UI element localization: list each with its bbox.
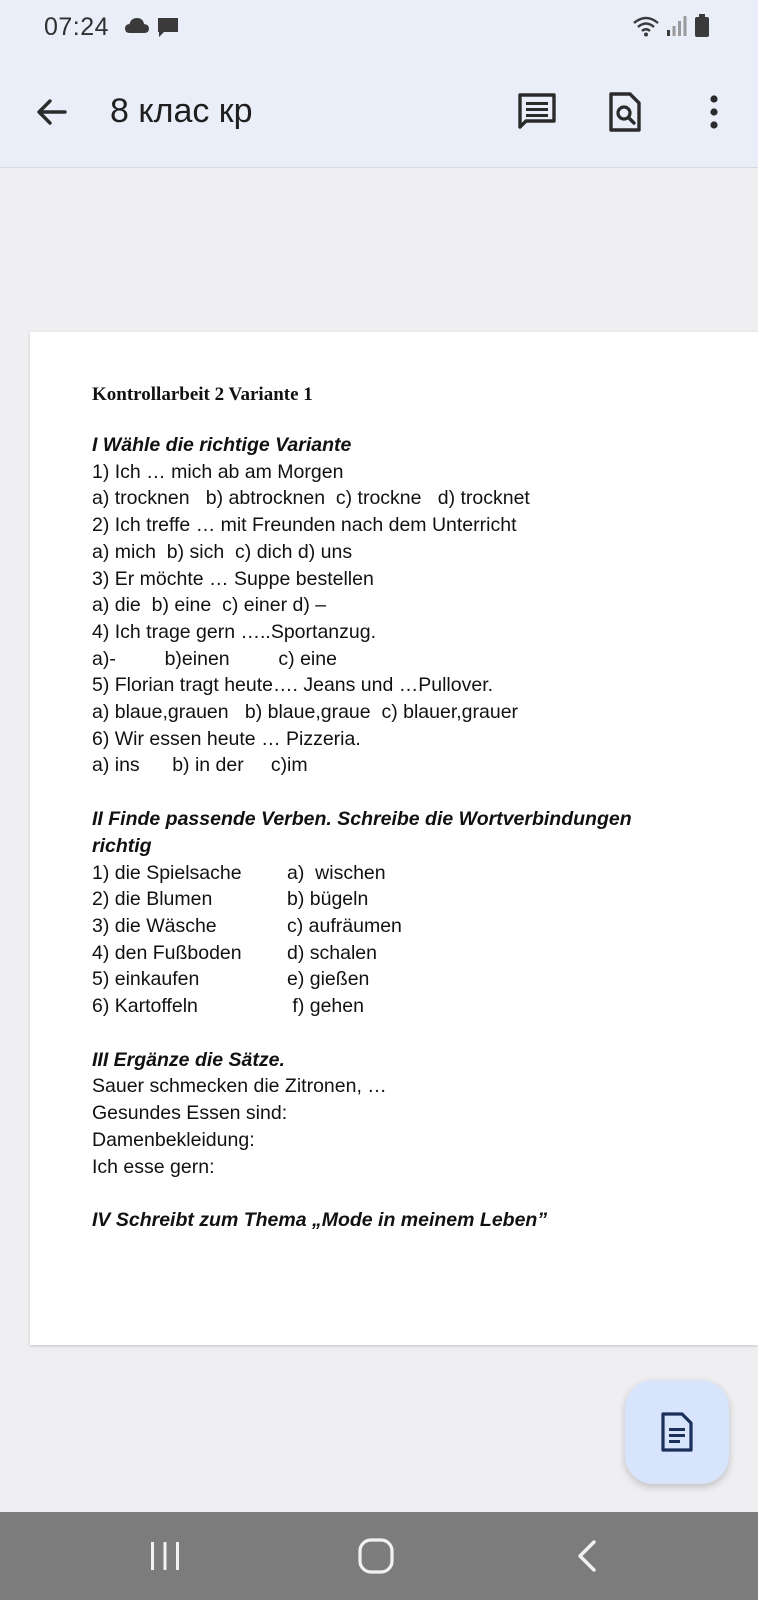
home-button[interactable] bbox=[354, 1534, 398, 1578]
status-notification-icons bbox=[124, 16, 180, 43]
document-page[interactable] bbox=[30, 332, 758, 1345]
spacer bbox=[92, 1020, 732, 1047]
section-1-heading: I Wähle die richtige Variante bbox=[92, 434, 352, 456]
back-nav-icon bbox=[566, 1534, 610, 1578]
text-line: 3) Er möchte … Suppe bestellen bbox=[92, 567, 374, 590]
status-bar bbox=[0, 0, 758, 56]
text-line: Gesundes Essen sind: bbox=[92, 1102, 288, 1125]
match-right: f) gehen bbox=[287, 995, 364, 1018]
find-in-page-icon bbox=[603, 90, 647, 134]
match-row bbox=[92, 913, 732, 940]
section-2-heading: II Finde passende Verben. Schreibe die Wortverbindungen bbox=[92, 808, 632, 831]
text-line: a) trocknen b) abtrocknen c) trockne d) trocknet bbox=[92, 487, 530, 510]
document-outline-icon bbox=[660, 1412, 694, 1452]
text-line: 6) Wir essen heute … Pizzeria. bbox=[92, 727, 361, 750]
status-time: 07:24 bbox=[44, 13, 110, 41]
document-outline-button[interactable] bbox=[625, 1380, 729, 1484]
document-title: 8 клас кр bbox=[110, 92, 253, 130]
match-left: 1) die Spielsache bbox=[92, 861, 242, 884]
match-right: a) wischen bbox=[287, 861, 386, 884]
text-line: 2) Ich treffe … mit Freunden nach dem Unterricht bbox=[92, 514, 517, 537]
system-back-button[interactable] bbox=[566, 1534, 610, 1578]
text-line: a)- b)einen c) eine bbox=[92, 647, 337, 670]
match-row bbox=[92, 886, 732, 913]
home-icon bbox=[354, 1534, 398, 1578]
match-row bbox=[92, 860, 732, 887]
comments-button[interactable] bbox=[515, 90, 559, 134]
match-right: e) gießen bbox=[287, 968, 370, 991]
text-line: Ich esse gern: bbox=[92, 1155, 215, 1178]
wifi-icon bbox=[632, 15, 660, 42]
text-line: Damenbekleidung: bbox=[92, 1128, 255, 1151]
message-icon bbox=[156, 16, 180, 43]
comments-icon bbox=[515, 90, 559, 134]
match-left: 4) den Fußboden bbox=[92, 941, 242, 964]
match-right: d) schalen bbox=[287, 941, 377, 964]
match-left: 3) die Wäsche bbox=[92, 914, 217, 937]
section-4-heading: IV Schreibt zum Thema „Mode in meinem Leben” bbox=[92, 1209, 548, 1232]
text-line: Sauer schmecken die Zitronen, … bbox=[92, 1075, 387, 1098]
match-right: b) bügeln bbox=[287, 888, 369, 911]
more-options-button[interactable] bbox=[692, 90, 736, 134]
text-line: a) die b) eine c) einer d) – bbox=[92, 594, 327, 617]
top-bar bbox=[0, 0, 758, 168]
spacer bbox=[92, 779, 732, 806]
section-3-heading: III Ergänze die Sätze. bbox=[92, 1048, 285, 1071]
match-left: 2) die Blumen bbox=[92, 888, 213, 911]
recents-button[interactable] bbox=[143, 1534, 187, 1578]
status-system-icons bbox=[632, 14, 710, 43]
more-vert-icon bbox=[692, 90, 736, 134]
back-button[interactable] bbox=[32, 92, 72, 132]
recents-icon bbox=[143, 1534, 187, 1578]
section-2-matching bbox=[92, 860, 732, 1020]
doc-body bbox=[92, 432, 732, 1234]
signal-icon bbox=[666, 15, 688, 42]
section-2-heading-cont: richtig bbox=[92, 834, 152, 857]
doc-heading: Kontrollarbeit 2 Variante 1 bbox=[92, 384, 313, 405]
battery-icon bbox=[694, 14, 710, 43]
match-row bbox=[92, 940, 732, 967]
text-line: 5) Florian tragt heute…. Jeans und …Pullover. bbox=[92, 674, 494, 697]
match-left: 6) Kartoffeln bbox=[92, 995, 198, 1018]
match-row bbox=[92, 966, 732, 993]
match-row bbox=[92, 993, 732, 1020]
match-right: c) aufräumen bbox=[287, 914, 402, 937]
text-line: 1) Ich … mich ab am Morgen bbox=[92, 460, 344, 483]
section-3-list bbox=[92, 1073, 732, 1180]
match-left: 5) einkaufen bbox=[92, 968, 200, 991]
spacer bbox=[92, 1180, 732, 1207]
section-1-list bbox=[92, 459, 732, 779]
cloud-icon bbox=[124, 16, 150, 43]
system-nav-bar bbox=[0, 1512, 758, 1600]
arrow-back-icon bbox=[32, 92, 72, 132]
text-line: a) ins b) in der c)im bbox=[92, 754, 308, 777]
text-line: a) blaue,grauen b) blaue,graue c) blauer,grauer bbox=[92, 701, 519, 724]
text-line: a) mich b) sich c) dich d) uns bbox=[92, 540, 353, 563]
text-line: 4) Ich trage gern …..Sportanzug. bbox=[92, 620, 376, 643]
find-in-page-button[interactable] bbox=[603, 90, 647, 134]
